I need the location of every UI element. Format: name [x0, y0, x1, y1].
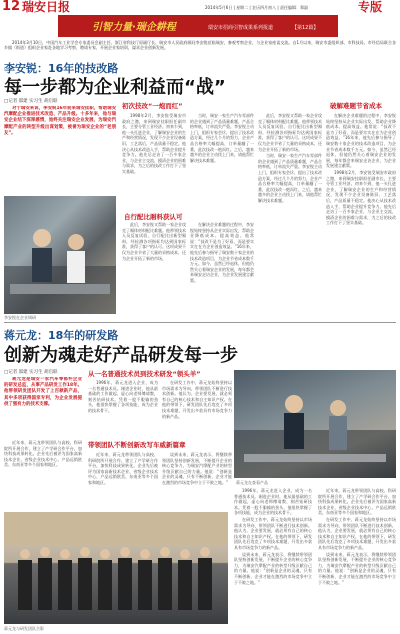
story1-kicker: 李安锐：16年的技改路 — [4, 62, 119, 75]
banner-subtitle: 瑞安市招商引智成果系列报道 — [208, 25, 274, 31]
story2-col3: 近年来，蒋元龙带领团队与高校、科研院所开展合作，建立了产学研合作平台，加快科技成果转化。企业先后被评为国家高新技术企业、省级企业技术中心，产品远销欧美、东南亚等多个国家和地区。 — [88, 452, 158, 485]
factory-photo-icon — [4, 196, 116, 314]
photo-top-caption: 李安锐在企业调研 — [4, 315, 36, 320]
story1-col4: 在解决企业难题的过程中，李安锐始终坚持从企业实际出发，帮助企业降低成本、提高效益。他常说：“技改不是为了好看，而是要实实在在为企业创造效益。”16年来，他先后参与指导了瑞安数十家企业的技术改造项目，为企业节省成本数千万元。如今，虽然已经退休，但他仍然关心着瑞安企业的发展，每年都会来瑞安走访企业，为企业发展建言献策。 1998年2月，李安锐受瑞安市政府之邀，来到瑞安挂职担任副市长，主要分管工业经济。初来乍到，他一头扎进企业，了解瑞安企业的生产和经营情况，发现不少企业设备陈旧，工艺落后，产品质量不稳定。他决心从技术改造入手，帮助企业提升竞争力。他先后走访了一百多家企业，与企业主交流，摸清企业的困难与需求，为之后的技改工作打下了坚实基础。 — [326, 113, 396, 226]
banner-tag: 【第12篇】 — [292, 25, 319, 31]
date-line: 2014年5月6日 | 星期二 | 农历四月初八 | 责任编辑：郑淑 — [205, 5, 308, 10]
story1-col2: 当时，瑞安一家生产汽车零部件的企业遇到了产品质量难题，产品合格率低，订单流失严重。李安锐主动上门，组织专家会诊，提出了技术改造方案，经过几个月的努力，企业产品合格率大幅提高，订单量翻了一番，此次技改一炮而红。之后，越来越多的企业主动找上门来，请他帮忙解决技术难题。 — [190, 113, 254, 163]
story2-group-photo — [4, 512, 228, 624]
story1-col1: 1998年2月，李安锐受瑞安市政府之邀，来到瑞安挂职担任副市长，主要分管工业经济。初来乍到，他一头扎进企业，了解瑞安企业的生产和经营情况，发现不少企业设备陈旧，工艺落后，产品质量不稳定。他决心从技术改造入手，帮助企业提升竞争力。他先后走访了一百多家企业，与企业主交流，摸清企业的困难与需求，为之后的技改工作打下了坚实基础。 — [122, 113, 186, 174]
story2-col4: 谈到未来，蒋元龙表示，将继续带领团队坚持创新发展，不断提升企业的核心竞争力，为瑞安汽摩配产业的转型升级贡献自己的力量。他说：“创新是企业的灵魂，只有不断创新，企业才能在激烈的市场竞争中立于不败之地。” — [162, 452, 232, 485]
section-label: 专版 — [358, 0, 383, 14]
story2-byline: □记者 邵建 实习生 胡启联 — [4, 370, 58, 375]
story1-sub1: 初次技改“一炮而红” — [122, 102, 183, 110]
story2-sub2: 带领团队不断创新改写车威新篇章 — [88, 441, 186, 449]
group-photo-icon — [4, 512, 228, 624]
story2-kicker: 蒋元龙：18年的研发路 — [4, 329, 119, 342]
page-number: 12 — [2, 0, 21, 14]
story2-col2: 在研发工作中，蒋元龙始终坚持以市场需求为导向，带领团队不断进行技术创新。他认为，企业要发展，就必须有自己的核心技术和自主知识产权。在他的带领下，研发团队先后攻克了多项技术难题，开发出多款具有市场竞争力的新产品。 — [162, 380, 232, 419]
story1-headline: 每一步都为企业利益而“战” — [4, 77, 226, 98]
section-divider — [4, 322, 396, 323]
story2-col-r2: 近年来，蒋元龙带领团队与高校、科研院所开展合作，建立了产学研合作平台，加快科技成果转化。企业先后被评为国家高新技术企业、省级企业技术中心，产品远销欧美、东南亚等多个国家和地区。 在研发工作中，蒋元龙始终坚持以市场需求为导向，带领团队不断进行技术创新。他认为，企业要发展，就必须有自己的核心技术和自主知识产权。在他的带领下，研发团队先后攻克了多项技术难题，开发出多款具有市场竞争力的新产品。 谈到未来，蒋元龙表示，将继续带领团队坚持创新发展，不断提升企业的核心竞争力，为瑞安汽摩配产业的转型升级贡献自己的力量。他说：“创新是企业的灵魂，只有不断创新，企业才能在激烈的市场竞争中立于不败之地。” — [318, 488, 396, 585]
photo-bottom-caption: 蒋元龙与研发团队合影 — [4, 626, 44, 631]
story2-photo-mid — [234, 370, 396, 478]
story1-col3: 此后，李安锐又帮助一家企业攻克了厢体材料配比难题。他带领技术人员反复试验，自行配比出新型厢料，经检测各项指标均达到国家标准，获得了客户的认可。这项成果不仅为企业节省了大量的采购成本，还为企业开拓了新的市场。 当时，瑞安一家生产汽车零部件的企业遇到了产品质量难题，产品合格率低，订单流失严重。李安锐主动上门，组织专家会诊，提出了技术改造方案，经过几个月的努力，企业产品合格率大幅提高，订单量翻了一番，此次技改一炮而红。之后，越来越多的企业主动找上门来，请他帮忙解决技术难题。 — [258, 113, 322, 203]
workshop-photo-icon — [234, 370, 396, 478]
page-header — [0, 0, 400, 14]
story2-col-r1: 1996年，蒋元龙进入企业，成为一名普通技术员。刚进企业时，他从最基础的工作做起，虚心向老师傅请教，刻苦钻研技术。凭着一股不服输的劲头，他很快掌握了各项技能，成为企业的技术骨干。 在研发工作中，蒋元龙始终坚持以市场需求为导向，带领团队不断进行技术创新。他认为，企业要发展，就必须有自己的核心技术和自主知识产权。在他的带领下，研发团队先后攻克了多项技术难题，开发出多款具有市场竞争力的新产品。 谈到未来，蒋元龙表示，将继续带领团队坚持创新发展，不断提升企业的核心竞争力，为瑞安汽摩配产业的转型升级贡献自己的力量。他说：“创新是企业的灵魂，只有不断创新，企业才能在激烈的市场竞争中立于不败之地。” — [234, 488, 312, 585]
paper-name: 瑞安日报 — [22, 0, 71, 14]
banner — [58, 15, 338, 37]
story1-col5: 此后，李安锐又帮助一家企业攻克了厢体材料配比难题。他带领技术人员反复试验，自行配比出新型厢料，经检测各项指标均达到国家标准，获得了客户的认可。这项成果不仅为企业节省了大量的采购成本，还为企业开拓了新的市场。 — [122, 222, 186, 261]
story2-sub1: 从一名普通技术员到技术研发“领头羊” — [88, 370, 201, 378]
story2-col-left: 近年来，蒋元龙带领团队与高校、科研院所开展合作，建立了产学研合作平台，加快科技成果转化。企业先后被评为国家高新技术企业、省级企业技术中心，产品远销欧美、东南亚等多个国家和地区。 — [4, 440, 82, 468]
story2-headline: 创新为魂走好产品研发每一步 — [4, 345, 238, 366]
story1-byline: □记者 邵建 实习生 胡启联 — [4, 99, 58, 104]
photo-mid-caption: 蒋元龙在查看产品 — [236, 480, 268, 485]
story1-sub2: 自行配比厢料获认可 — [124, 213, 183, 221]
intro-paragraph: 2014年3月10日，中国汽车工业学会专家委员会副主任、浙江省科技厅原副厅长、瑞安市人民政府顾问李安锐莅临瑞安，参观考察企业，与企业家座谈交流。自1月以来，瑞安市委组织部、市科技局、市经信局联合各乡镇（街道）组织企业家赴各地学习考察，聘请专家，开展企业家培训，谋求企业创新发展。 — [4, 40, 396, 51]
story1-lead: 对于瑞安来说，李安锐16年前来瑞安挂职，帮助瑞安汽摩配企业推进技术改造、产品升级。十多年来，他与瑞安企业结下深厚感情，始终关注瑞安企业发展，为瑞安汽摩配产业的转型升级出谋划策，被誉为瑞安企业的“老朋友”。 — [4, 106, 116, 136]
banner-slogan: 引智力量·瑞企耕程 — [92, 22, 176, 33]
story1-col6: 在解决企业难题的过程中，李安锐始终坚持从企业实际出发，帮助企业降低成本、提高效益。他常说：“技改不是为了好看，而是要实实在在为企业创造效益。”16年来，他先后参与指导了瑞安数十家企业的技术改造项目，为企业节省成本数千万元。如今，虽然已经退休，但他仍然关心着瑞安企业的发展，每年都会来瑞安走访企业，为企业发展建言献策。 — [190, 222, 254, 283]
story2-lead: 蒋元龙是瑞安一家汽车零部件企业的研发总监，从事产品研发工作18年。他带领研发团队开发了上百款新产品，其中多项获得国家专利，为企业发展提供了强有力的技术支撑。 — [4, 377, 82, 407]
story2-col1: 1996年，蒋元龙进入企业，成为一名普通技术员。刚进企业时，他从最基础的工作做起，虚心向老师傅请教，刻苦钻研技术。凭着一股不服输的劲头，他很快掌握了各项技能，成为企业的技术骨干。 — [88, 380, 158, 413]
story1-sub3: 破解难题节省成本 — [330, 102, 382, 110]
story1-photo — [4, 196, 116, 314]
